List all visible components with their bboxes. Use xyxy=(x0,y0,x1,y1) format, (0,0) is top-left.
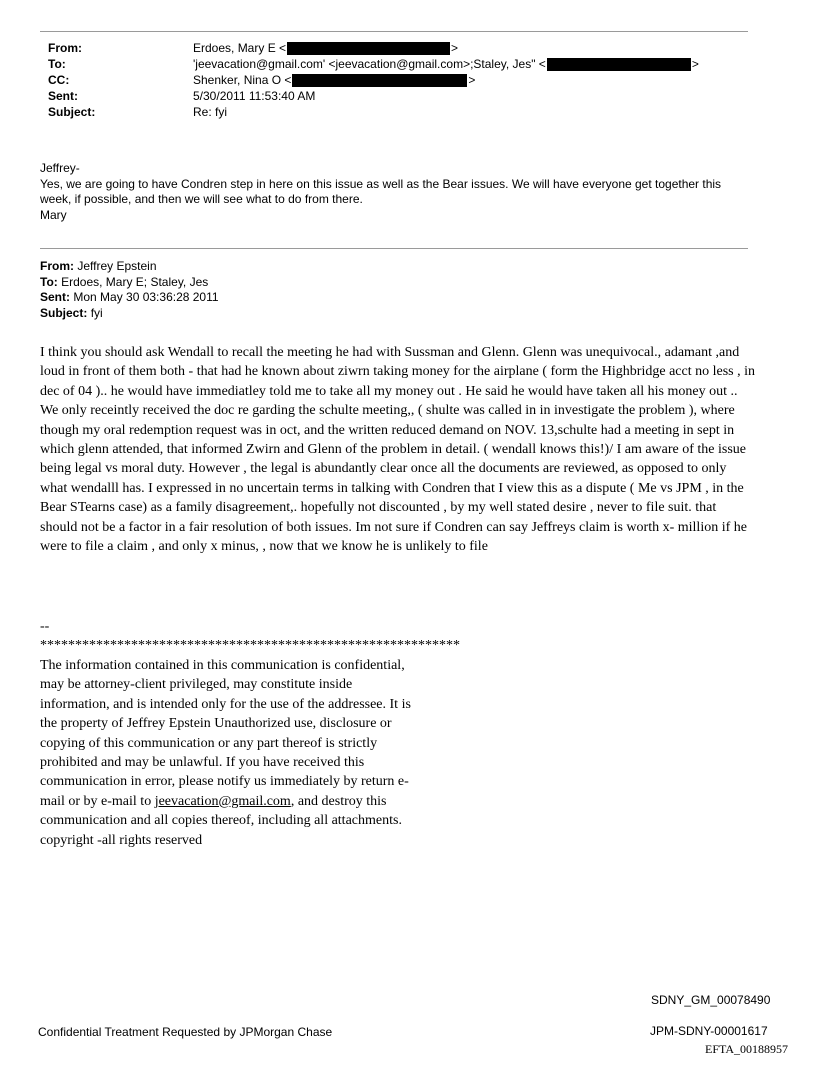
cc-end: > xyxy=(468,73,476,87)
forwarded-header xyxy=(40,259,219,321)
fwd-sent-label: Sent: xyxy=(40,290,70,304)
cc-row xyxy=(48,72,699,88)
top-rule xyxy=(40,31,748,32)
reply-body xyxy=(40,161,750,223)
subject-value: Re: fyi xyxy=(193,105,228,119)
fwd-from-value: Jeffrey Epstein xyxy=(77,259,157,273)
fwd-sent-value: Mon May 30 03:36:28 2011 xyxy=(73,290,219,304)
from-label: From: xyxy=(48,41,82,55)
disclaimer xyxy=(40,656,420,850)
from-row xyxy=(48,40,699,56)
disclaimer-before-link: The information contained in this communication is confidential, may be attorney-client privileged, may constitute inside information, and is intended only for the use of the addressee. It is the property of Jeffrey Epstein Unauthorized use, disclosure or copying of this communication or any part thereof is strictly prohibited and may be unlawful. If you have received this communication in error, please notify us immediately by return e-mail or by e-mail to xyxy=(40,658,411,809)
signature-stars: ************************************************************ xyxy=(40,638,460,654)
to-end: > xyxy=(691,57,699,71)
bates-number-2: JPM-SDNY-00001617 xyxy=(650,1024,768,1038)
to-label: To: xyxy=(48,57,66,71)
reply-text: Yes, we are going to have Condren step in here on this issue as well as the Bear issues. We will have everyone get together this week, if possible, and then we will see what to do from there. xyxy=(40,176,722,206)
fwd-to-label: To: xyxy=(40,274,58,289)
sent-value: 5/30/2011 11:53:40 AM xyxy=(193,89,316,103)
fwd-from-row xyxy=(40,259,219,275)
separator-rule xyxy=(40,248,748,249)
from-value: Erdoes, Mary E < xyxy=(193,41,287,55)
signature xyxy=(40,617,460,656)
to-row xyxy=(48,56,699,72)
fwd-subject-value: fyi xyxy=(90,305,103,320)
from-end: > xyxy=(451,41,459,55)
redaction-block xyxy=(287,42,450,55)
email-link[interactable]: jeevacation@gmail.com xyxy=(154,793,291,809)
message-body xyxy=(40,343,756,556)
subject-row xyxy=(48,104,699,120)
subject-label: Subject: xyxy=(48,105,96,119)
redaction-block xyxy=(547,58,691,71)
fwd-to-value: Erdoes, Mary E; Staley, Jes xyxy=(61,274,209,289)
to-value: 'jeevacation@gmail.com' <jeevacation@gmail.com>;Staley, Jes" < xyxy=(193,57,546,71)
fwd-sent-row xyxy=(40,290,219,306)
fwd-from-label: From: xyxy=(40,259,74,273)
confidential-notice: Confidential Treatment Requested by JPMorgan Chase xyxy=(38,1025,333,1039)
email-header xyxy=(48,40,699,120)
reply-signoff: Mary xyxy=(40,207,67,222)
redaction-block xyxy=(292,74,467,87)
sent-label: Sent: xyxy=(48,89,78,103)
fwd-subject-row xyxy=(40,306,219,322)
message-text: I think you should ask Wendall to recall the meeting he had with Sussman and Glenn. Glenn was unequivocal., adamant ,and loud in front of them both - that had he known about ziwrn taking money for the airplane ( form the Highbridge acct no less , in dec of 04 ).. he would have immediatley told me to take all my money out . He said he would have taken all his money out .. We only receintly received the doc re garding the schulte meeting,, ( shulte was called in in investigate the problem ), where though my oral redemption request was in oct, and the written reduced demand on NOV. 13,schulte had a meeting in sept in which glenn attended, that informed Zwirn and Glenn of the problem in detail. ( wendall knows this!)/ I am aware of the issue being legal vs moral duty. However , the legal is abundantly clear once all the documents are reviewed, as opposed to only what wendalll has. I expressed in no uncertain terms in talking with Condren that I view this as a dispute ( Me vs JPM , in the Bear STearns case) as a family disagreement,. hopefully not discounted , by my well stated desire , never to file suit. that should not be a factor in a fair resolution of both issues. Im not sure if Condren can say Jeffreys claim is worth x- million if he were to file a claim , and only x minus, , now that we know he is unlikely to file xyxy=(40,345,755,555)
signature-dashes: -- xyxy=(40,619,50,634)
fwd-to-row xyxy=(40,275,219,291)
cc-label: CC: xyxy=(48,73,70,87)
disclaimer-after-link: , and destroy this communication and all copies thereof, including all attachments. copyright -all rights reserved xyxy=(40,793,402,848)
disclaimer-text xyxy=(40,656,420,850)
cc-value: Shenker, Nina O < xyxy=(193,73,292,87)
reply-greeting: Jeffrey- xyxy=(40,161,80,175)
fwd-subject-label: Subject: xyxy=(40,305,88,320)
bates-number-1: SDNY_GM_00078490 xyxy=(651,993,771,1007)
sent-row xyxy=(48,88,699,104)
bates-number-3: EFTA_00188957 xyxy=(705,1042,789,1056)
